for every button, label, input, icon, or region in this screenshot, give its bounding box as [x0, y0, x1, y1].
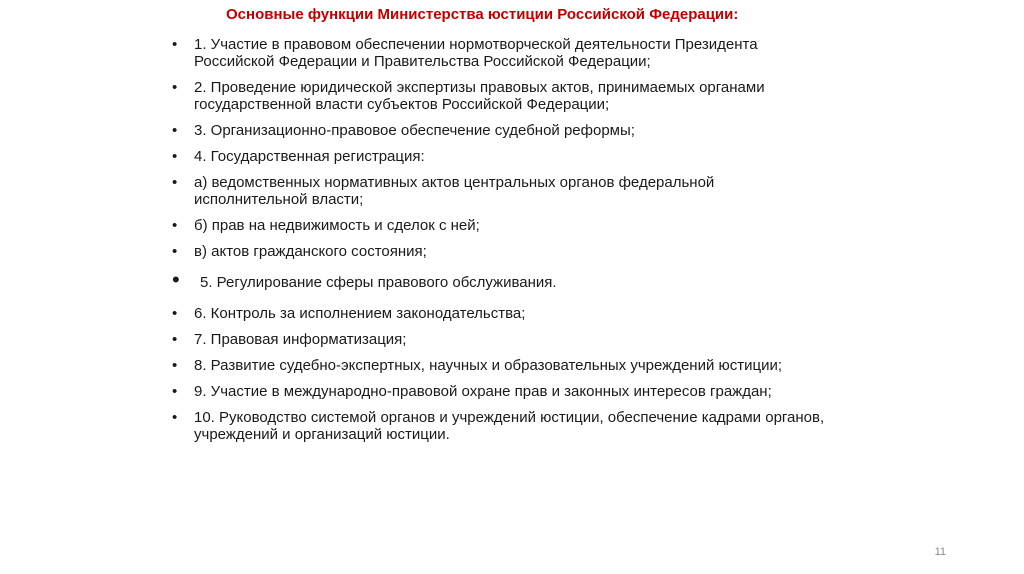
bullet-icon: • [172, 383, 178, 400]
bullet-icon: • [172, 174, 178, 191]
list-item-text: а) ведомственных нормативных актов центральных органов федеральной исполнительной власти; [194, 174, 715, 208]
slide-title: Основные функции Министерства юстиции Российской Федерации: [226, 6, 739, 23]
bullet-icon: • [172, 357, 178, 374]
list-item [170, 243, 830, 260]
bullet-icon: • [172, 267, 180, 292]
list-item-text: 8. Развитие судебно-экспертных, научных и образовательных учреждений юстиции; [194, 357, 783, 374]
list-item-text: 4. Государственная регистрация: [194, 148, 425, 165]
functions-list [170, 36, 830, 452]
bullet-icon: • [172, 409, 178, 426]
list-item [170, 79, 830, 113]
bullet-icon: • [172, 122, 178, 139]
list-item [170, 357, 830, 374]
list-item-text: б) прав на недвижимость и сделок с ней; [194, 217, 480, 234]
list-item-text: 1. Участие в правовом обеспечении нормотворческой деятельности Президента Российской Федерации и Правительства Российской Федерации; [194, 36, 758, 70]
list-item [170, 148, 830, 165]
list-item-text: 2. Проведение юридической экспертизы правовых актов, принимаемых органами государственной власти субъектов Российской Федерации; [194, 79, 765, 113]
bullet-icon: • [172, 243, 178, 260]
bullet-icon: • [172, 79, 178, 96]
bullet-icon: • [172, 331, 178, 348]
list-item [170, 217, 830, 234]
list-item-text: в) актов гражданского состояния; [194, 243, 427, 260]
bullet-icon: • [172, 36, 178, 53]
list-item [170, 331, 830, 348]
bullet-icon: • [172, 305, 178, 322]
list-item-text: 9. Участие в международно-правовой охране прав и законных интересов граждан; [194, 383, 772, 400]
list-item [170, 305, 830, 322]
list-item [170, 122, 830, 139]
list-item-text: 5. Регулирование сферы правового обслуживания. [200, 274, 557, 291]
bullet-icon: • [172, 217, 178, 234]
list-item-text: 3. Организационно-правовое обеспечение судебной реформы; [194, 122, 635, 139]
list-item-text: 7. Правовая информатизация; [194, 331, 407, 348]
list-item [170, 267, 830, 292]
page-number: 11 [934, 546, 946, 558]
list-item [170, 383, 830, 400]
list-item [170, 36, 830, 70]
bullet-icon: • [172, 148, 178, 165]
list-item-text: 10. Руководство системой органов и учреждений юстиции, обеспечение кадрами органов, учреждений и организаций юстиции. [194, 409, 825, 443]
list-item-text: 6. Контроль за исполнением законодательства; [194, 305, 526, 322]
list-item [170, 409, 830, 443]
list-item [170, 174, 830, 208]
